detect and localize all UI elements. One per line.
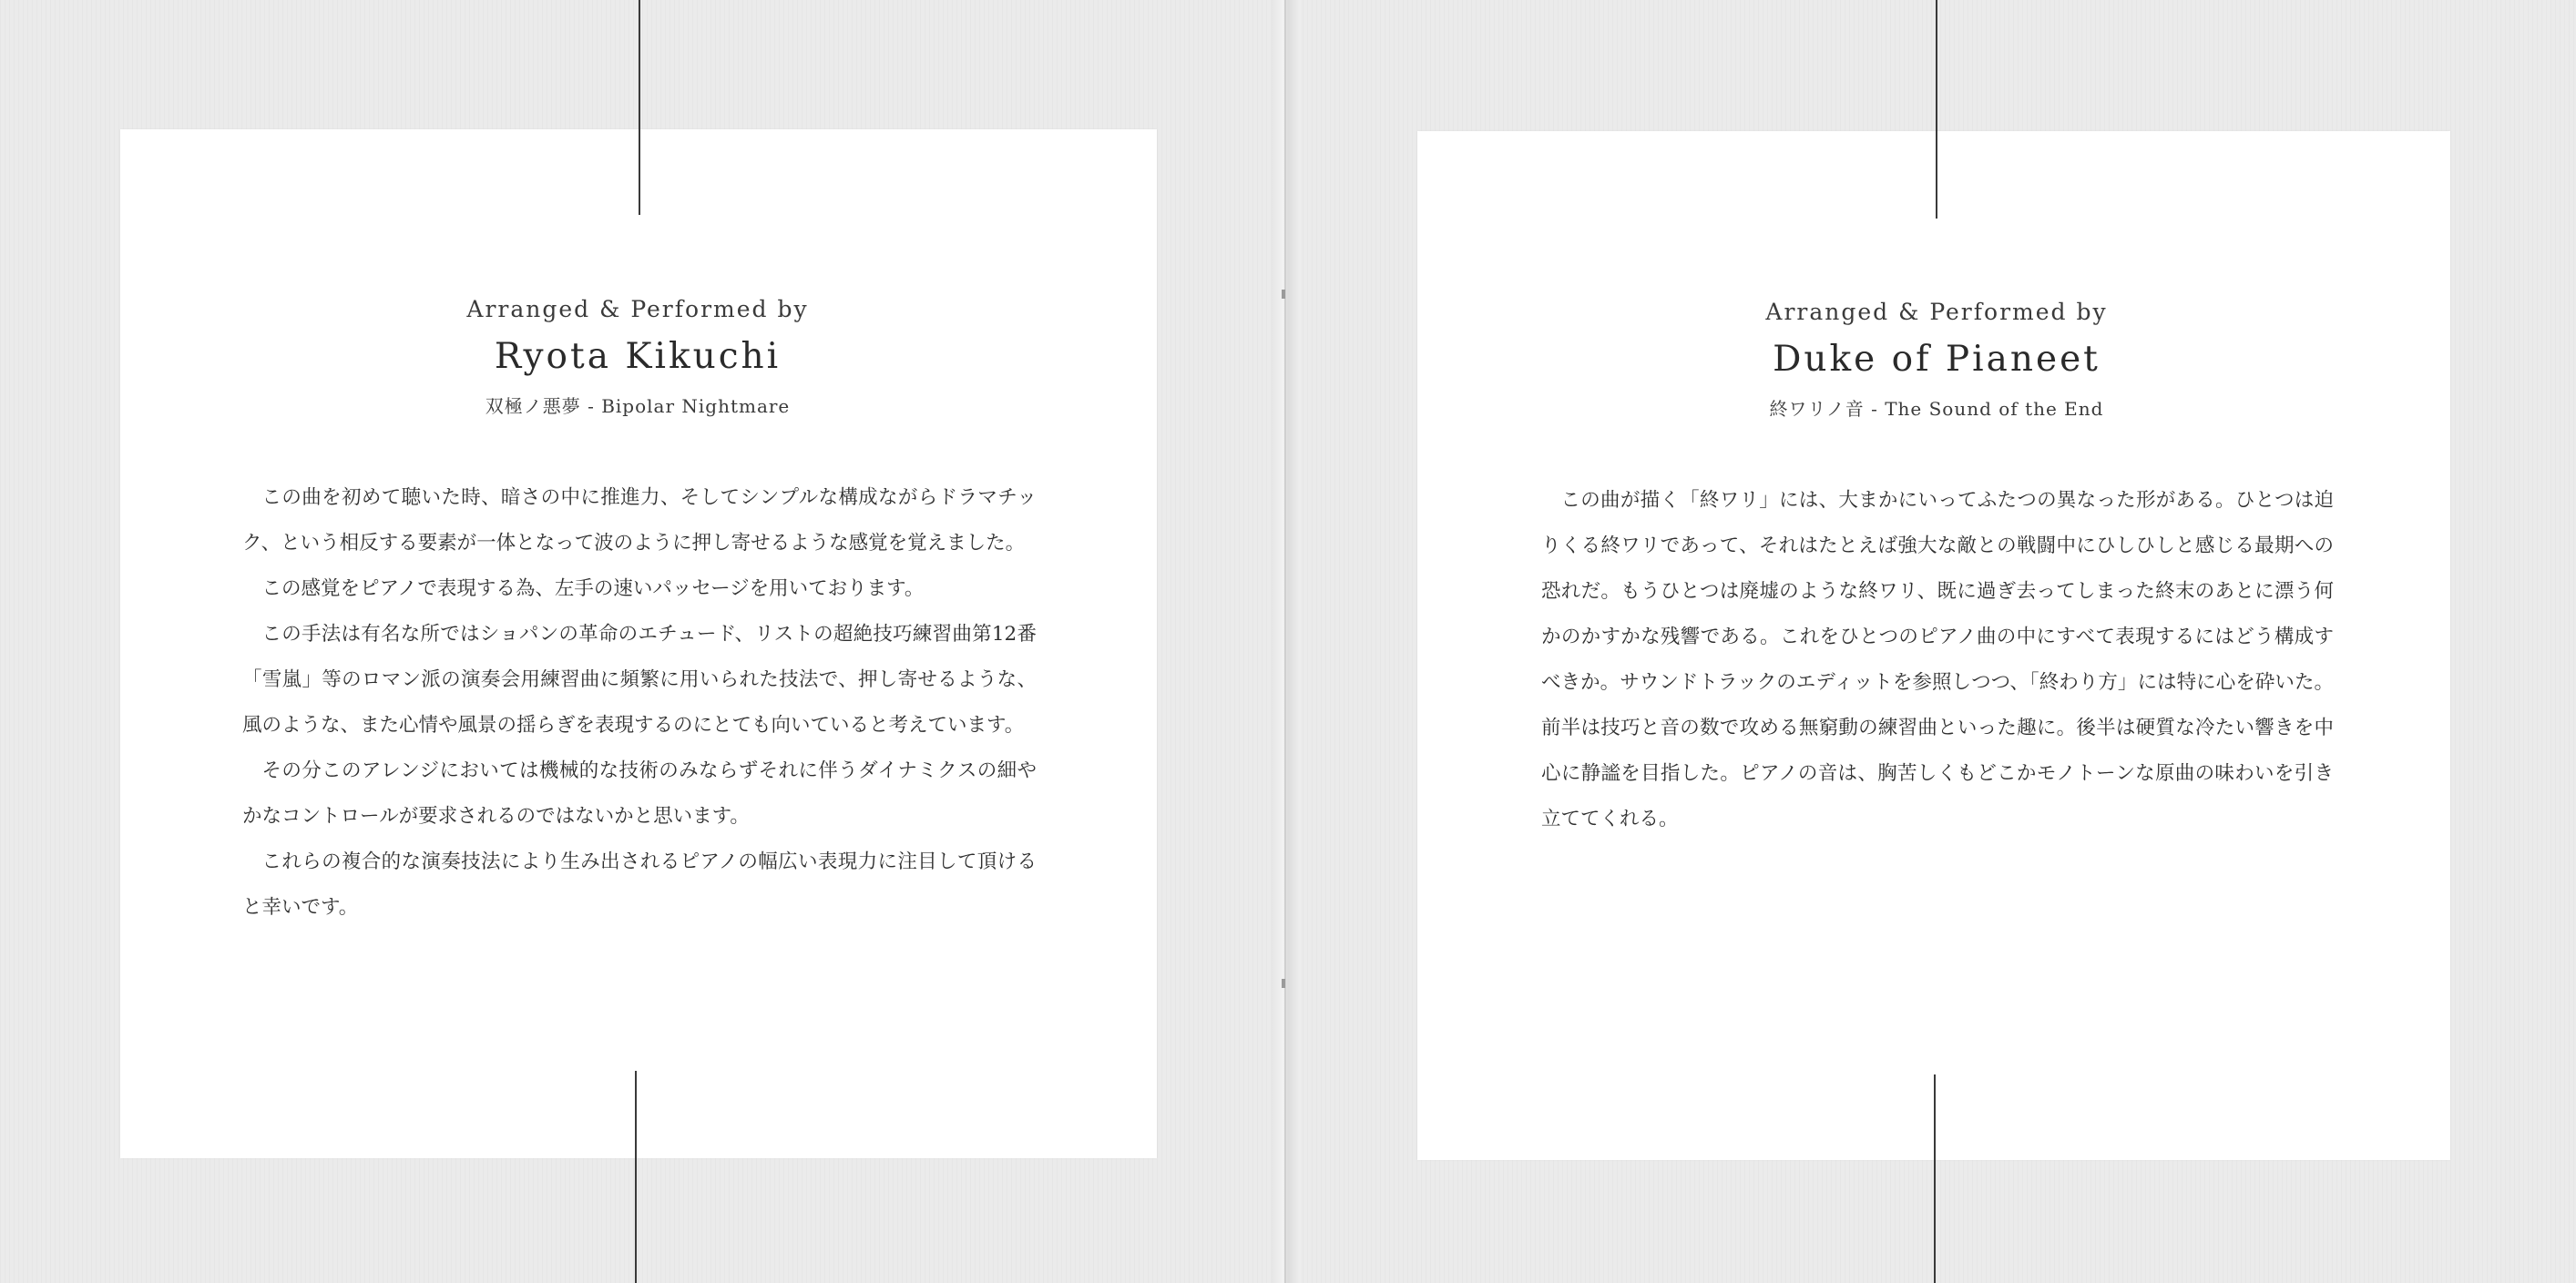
booklet-spine: [1272, 0, 1301, 1283]
left-header: [273, 293, 1002, 421]
right-artist-name: Duke of Pianeet: [1773, 339, 2101, 380]
left-paragraph: この手法は有名な所ではショパンの革命のエチュード、リストの超絶技巧練習曲第12番「雪嵐」等のロマン派の演奏会用練習曲に頻繁に用いられた技法で、押し寄せるような、風のような、また心情や風景の揺らぎを表現するのにとても向いていると考えています。: [242, 623, 1037, 737]
right-paragraph: この曲が描く「終ワリ」には、大まかにいってふたつの異なった形がある。ひとつは迫りくる終ワリであって、それはたとえば強大な敵との戦闘中にひしひしと感じる最期への恐れだ。もうひとつは廃墟のような終ワリ、既に過ぎ去ってしまった終末のあとに漂う何かのかすかな残響である。これをひとつのピアノ曲の中にすべて表現するにはどう構成すべきか。サウンドトラックのエディットを参照しつつ、「終わり方」には特に心を砕いた。前半は技巧と音の数で攻める無窮動の練習曲といった趣に。後半は硬質な冷たい響きを中心に静謐を目指した。ピアノの音は、胸苦しくもどこかモノトーンな原曲の味わいを引き立ててくれる。: [1541, 489, 2334, 830]
left-top-rule: [639, 0, 640, 215]
left-paragraph: この感覚をピアノで表現する為、左手の速いパッセージを用いております。: [261, 577, 925, 600]
right-track-title: 終ワリノ音 - The Sound of the End: [1769, 398, 2104, 420]
right-bottom-rule: [1934, 1074, 1936, 1283]
left-paragraph: この曲を初めて聴いた時、暗さの中に推進力、そしてシンプルな構成ながらドラマチック、という相反する要素が一体となって波のように押し寄せるような感覚を覚えました。: [242, 486, 1037, 555]
right-header: [1572, 296, 2301, 423]
left-credit-heading: Arranged & Performed by: [466, 296, 809, 322]
right-top-rule: [1936, 0, 1937, 219]
spine-fold-line: [1284, 0, 1286, 1283]
right-credit-heading: Arranged & Performed by: [1765, 299, 2108, 325]
left-paragraph: その分このアレンジにおいては機械的な技術のみならずそれに伴うダイナミクスの細やかなコントロールが要求されるのではないかと思います。: [242, 759, 1037, 828]
left-body-text: [242, 475, 1037, 931]
left-artist-name: Ryota Kikuchi: [494, 336, 782, 377]
staple-top: [1282, 290, 1285, 299]
left-bottom-rule: [635, 1071, 637, 1283]
left-paragraph: これらの複合的な演奏技法により生み出されるピアノの幅広い表現力に注目して頂けると幸いです。: [242, 850, 1037, 919]
left-track-title: 双極ノ悪夢 - Bipolar Nightmare: [485, 395, 791, 417]
right-body-text: [1541, 478, 2334, 842]
staple-bottom: [1282, 979, 1285, 988]
